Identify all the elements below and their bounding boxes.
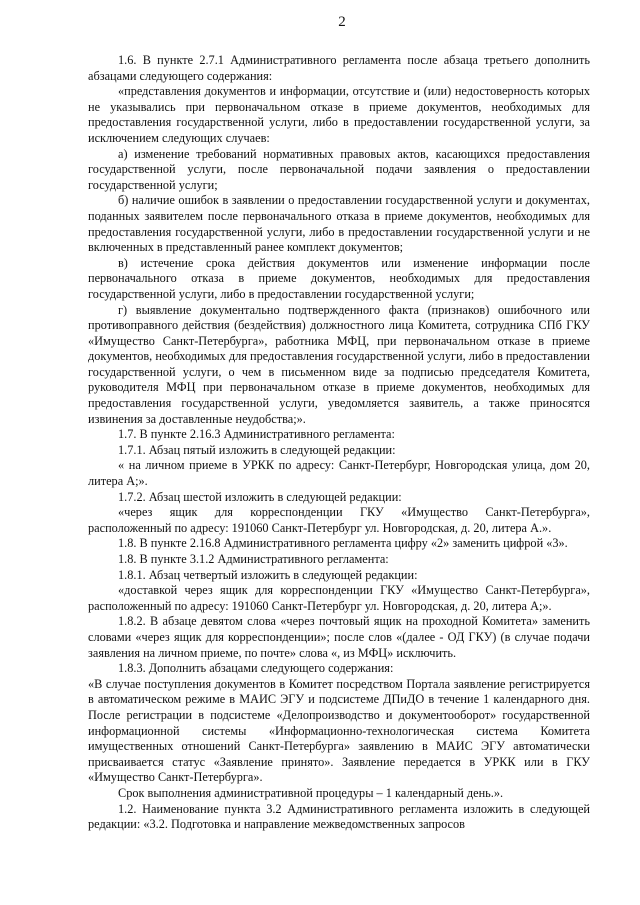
paragraph-1-8-3: 1.8.3. Дополнить абзацами следующего содержания: [118, 661, 394, 676]
paragraph-case-a: а) изменение требований нормативных правовых актов, касающихся предоставления государственной услуги, после первоначальной подачи заявления о предоставлении государственной услуги; [88, 146, 590, 192]
page-number: 2 [338, 14, 346, 30]
paragraph-1-8-first: 1.8. В пункте 2.16.8 Административного регламента цифру «2» заменить цифрой «3». [118, 536, 568, 551]
paragraph-case-b: б) наличие ошибок в заявлении о предоставлении государственной услуги и документах, поданных заявителем после первоначального отказа в приеме документов, необходимых для предоставления государственной услуги, либо в предоставлении государственной услуги и не включенных в представленный ранее комплект документов; [88, 193, 590, 255]
paragraph-1-7-2: 1.7.2. Абзац шестой изложить в следующей редакции: [118, 489, 402, 504]
paragraph-1-7-1: 1.7.1. Абзац пятый изложить в следующей редакции: [118, 442, 396, 457]
paragraph-case-g: г) выявление документально подтвержденного факта (признаков) ошибочного или противоправного действия (бездействия) должностного лица Комитета, сотрудника СПб ГКУ «Имущество Санкт-Петербурга», работника МФЦ, при первоначальном отказе в приеме документов, необходимых для предоставления государственной услуги, либо в предоставлении государственной услуги, о чем в письменном виде за подписью председателя Комитета, руководителя МФЦ при первоначальном отказе в приеме документов, необходимых для предоставления государственной услуги, уведомляется заявитель, а также приносятся извинения за доставленные неудобства;». [88, 302, 590, 426]
paragraph-1-8-1: 1.8.1. Абзац четвертый изложить в следующей редакции: [118, 567, 418, 582]
paragraph-1-7-2-text: «через ящик для корреспонденции ГКУ «Имущество Санкт-Петербурга», расположенный по адресу: 191060 Санкт-Петербург ул. Новгородская, д. 20, литера А.». [88, 505, 590, 535]
paragraph-1-7: 1.7. В пункте 2.16.3 Административного регламента: [118, 427, 395, 442]
paragraph-case-v: в) истечение срока действия документов или изменение информации после первоначального отказа в приеме документов, необходимых для предоставления государственной услуги, либо в предоставлении государственной услуги; [88, 255, 590, 301]
paragraph-1-8-second: 1.8. В пункте 3.1.2 Административного регламента: [118, 552, 389, 566]
paragraph-1-7-1-text: « на личном приеме в УРКК по адресу: Санкт-Петербург, Новгородская улица, дом 20, литера А;». [88, 458, 590, 489]
paragraph-deadline: Срок выполнения административной процедуры – 1 календарный день.». [118, 785, 504, 800]
paragraph-1-2: 1.2. Наименование пункта 3.2 Административного регламента изложить в следующей редакции: «3.2. Подготовка и направление межведомственных запросов [88, 801, 590, 832]
paragraph-1-8-1-text: «доставкой через ящик для корреспонденции ГКУ «Имущество Санкт-Петербурга», расположенный по адресу: 191060 Санкт-Петербург ул. Новгородская, д. 20, литера А;». [88, 583, 590, 613]
paragraph-1-8-3-text: «В случае поступления документов в Комитет посредством Портала заявление регистрируется в автоматическом режиме в МАИС ЭГУ и подсистеме ДПиДО в течение 1 календарного дня. После регистрации в подсистеме «Делопроизводство и документооборот» государственной информационной системы «Информационно-технологическая система Комитета имущественных отношений Санкт-Петербурга» заявлению в МАИС ЭГУ автоматически присваивается статус «Заявление принято». Заявление передается в УРКК или в ГКУ «Имущество Санкт-Петербурга». [88, 676, 590, 785]
paragraph-quote-start: «представления документов и информации, отсутствие и (или) недостоверность которых не указывались при первоначальном отказе в приеме документов, необходимых для предоставления государственной услуги, либо в предоставлении государственной услуги, за исключением следующих случаев: [88, 84, 590, 145]
paragraph-1-6: 1.6. В пункте 2.7.1 Административного регламента после абзаца третьего дополнить абзацами следующего содержания: [88, 53, 590, 83]
document-body [88, 53, 590, 833]
paragraph-1-8-2: 1.8.2. В абзаце девятом слова «через почтовый ящик на проходной Комитета» заменить словами «через ящик для корреспонденции»; после слов «(далее - ОД ГКУ) (в случае подачи заявления на личном приеме, по почте» слова «, из МФЦ» исключить. [88, 614, 590, 660]
